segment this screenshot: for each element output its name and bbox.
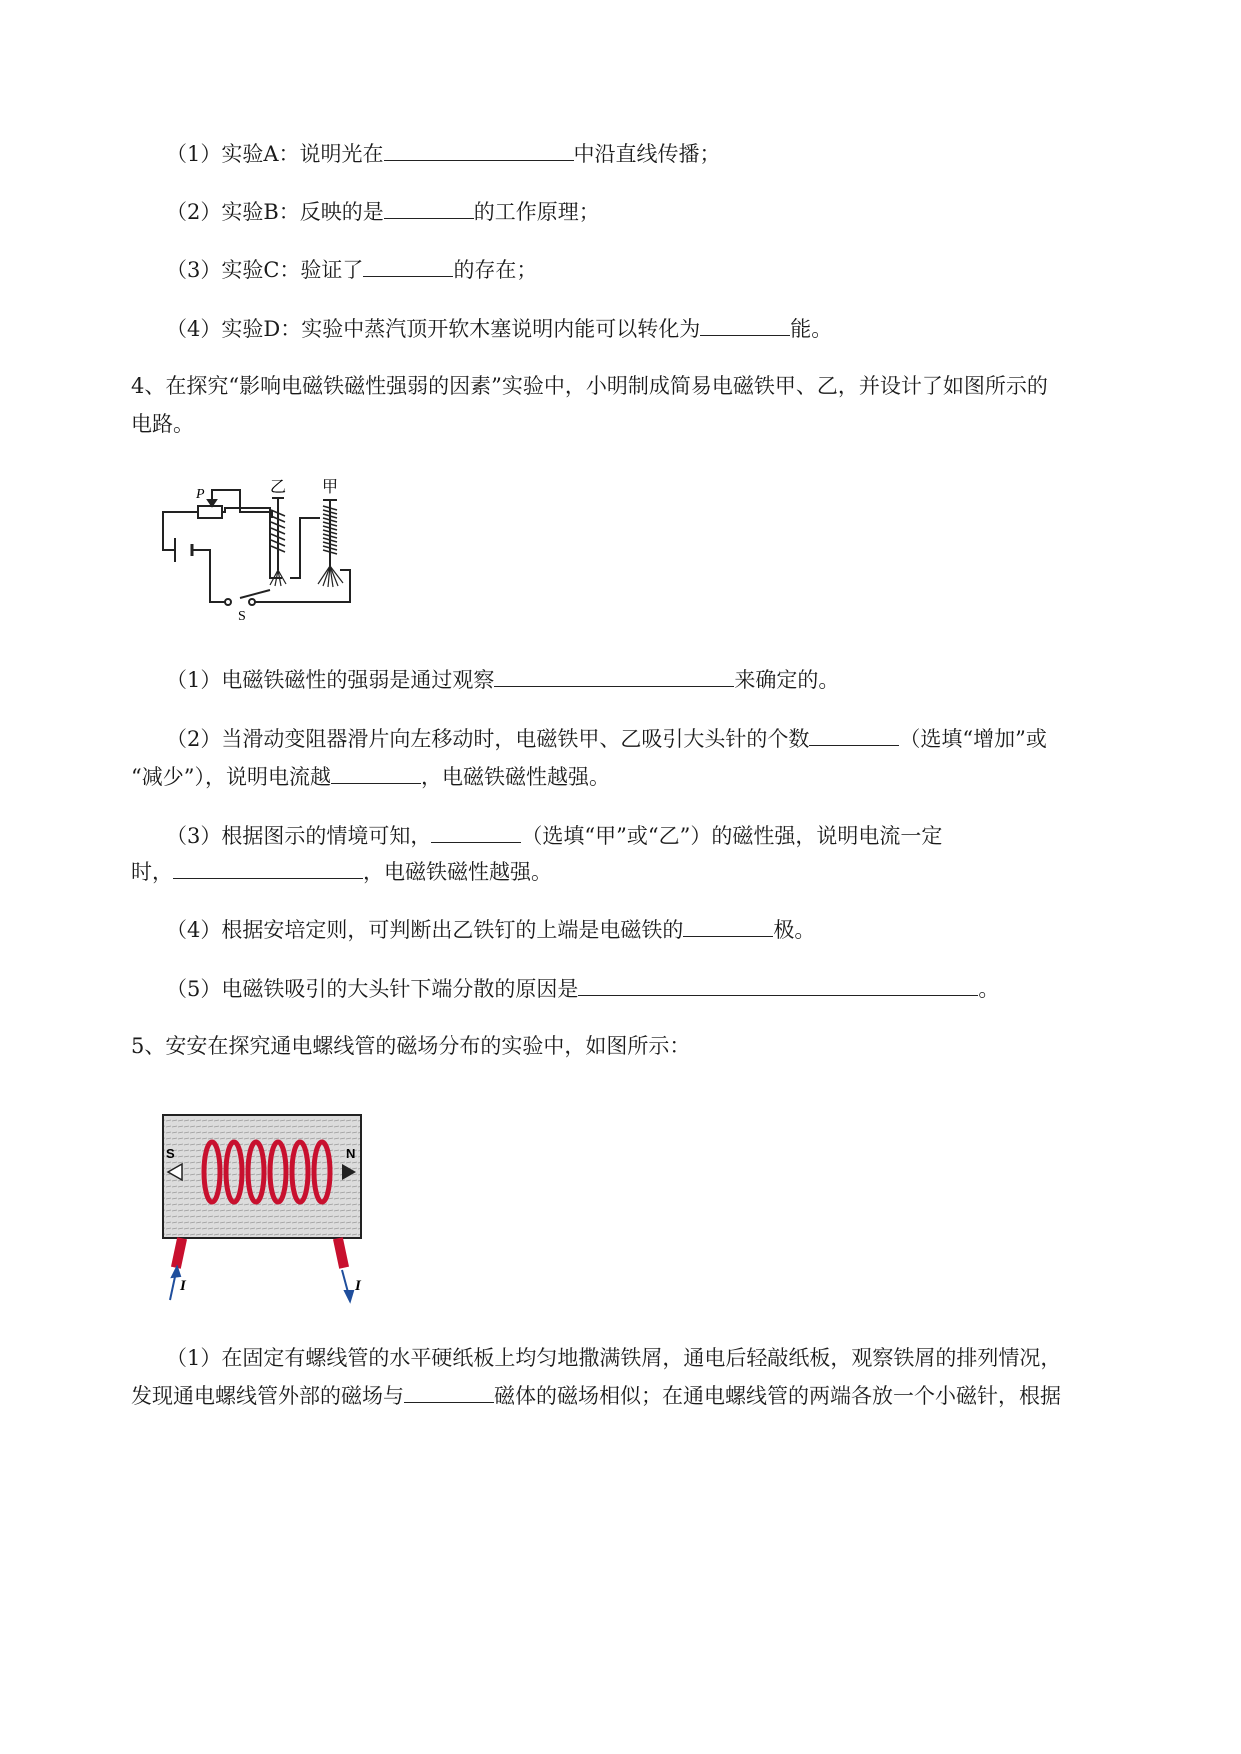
q4-sub5: （5）电磁铁吸引的大头针下端分散的原因是 。 bbox=[166, 973, 999, 1004]
answer-blank[interactable] bbox=[683, 914, 773, 937]
q5-sub1-line1: （1）在固定有螺线管的水平硬纸板上均匀地撒满铁屑，通电后轻敲纸板，观察铁屑的排列情况， bbox=[166, 1346, 1062, 1370]
q3-sub3: （3）实验C：验证了 的存在； bbox=[166, 254, 537, 285]
switch-contact bbox=[249, 599, 255, 605]
solenoid-photo-figure bbox=[160, 1112, 390, 1312]
wire bbox=[290, 518, 320, 578]
answer-blank[interactable] bbox=[173, 856, 363, 879]
label-current-left: I bbox=[180, 1278, 186, 1294]
answer-blank[interactable] bbox=[431, 820, 521, 843]
q3-sub4: （4）实验D：实验中蒸汽顶开软木塞说明内能可以转化为 能。 bbox=[166, 313, 832, 344]
q4-stem-line1: 4、在探究“影响电磁铁磁性强弱的因素”实验中，小明制成简易电磁铁甲、乙，并设计了如图所示的 bbox=[131, 374, 1048, 398]
answer-blank[interactable] bbox=[384, 196, 474, 219]
lead-wire-left bbox=[171, 1237, 187, 1268]
electromagnet-circuit-diagram bbox=[150, 470, 370, 630]
wire bbox=[192, 550, 225, 602]
wire bbox=[222, 508, 282, 578]
rheostat bbox=[198, 506, 222, 518]
label-p: P bbox=[196, 487, 205, 502]
q5-stem: 5、安安在探究通电螺线管的磁场分布的实验中，如图所示： bbox=[131, 1034, 691, 1058]
q5-sub1-line2: 发现通电螺线管外部的磁场与 磁体的磁场相似；在通电螺线管的两端各放一个小磁针，根据 bbox=[131, 1380, 1061, 1411]
answer-blank[interactable] bbox=[700, 313, 790, 336]
q4-sub4: （4）根据安培定则，可判断出乙铁钉的上端是电磁铁的 极。 bbox=[166, 914, 815, 945]
label-s: S bbox=[238, 609, 246, 624]
q4-sub3-line2: 时， ，电磁铁磁性越强。 bbox=[131, 856, 552, 887]
q4-stem-line2: 电路。 bbox=[131, 412, 194, 436]
answer-blank[interactable] bbox=[494, 664, 734, 687]
answer-blank[interactable] bbox=[809, 723, 899, 746]
answer-blank[interactable] bbox=[384, 138, 574, 161]
switch-contact bbox=[225, 599, 231, 605]
label-yi: 乙 bbox=[270, 477, 287, 496]
q4-sub2-line2: “减少”），说明电流越 ，电磁铁磁性越强。 bbox=[131, 761, 610, 792]
q3-sub2: （2）实验B：反映的是 的工作原理； bbox=[166, 196, 600, 227]
answer-blank[interactable] bbox=[331, 761, 421, 784]
answer-blank[interactable] bbox=[404, 1380, 494, 1403]
q4-sub2-line1: （2）当滑动变阻器滑片向左移动时，电磁铁甲、乙吸引大头针的个数 （选填“增加”或 bbox=[166, 723, 1047, 754]
current-arrow-right-head bbox=[345, 1291, 353, 1301]
label-n-pole: N bbox=[346, 1146, 356, 1161]
answer-blank[interactable] bbox=[363, 254, 453, 277]
lead-wire-right bbox=[333, 1237, 349, 1268]
label-s-pole: S bbox=[166, 1146, 175, 1161]
pins-jia bbox=[318, 566, 343, 587]
q4-sub3-line1: （3）根据图示的情境可知， （选填“甲”或“乙”）的磁性强，说明电流一定 bbox=[166, 820, 942, 851]
answer-blank[interactable] bbox=[578, 973, 978, 996]
label-jia: 甲 bbox=[322, 477, 339, 496]
q3-sub1: （1）实验A：说明光在 中沿直线传播； bbox=[166, 138, 721, 169]
label-current-right: I bbox=[355, 1278, 361, 1294]
wire bbox=[254, 570, 350, 602]
current-arrow-left-head bbox=[172, 1267, 180, 1277]
q4-sub1: （1）电磁铁磁性的强弱是通过观察 来确定的。 bbox=[166, 664, 839, 695]
switch-lever bbox=[240, 590, 270, 598]
